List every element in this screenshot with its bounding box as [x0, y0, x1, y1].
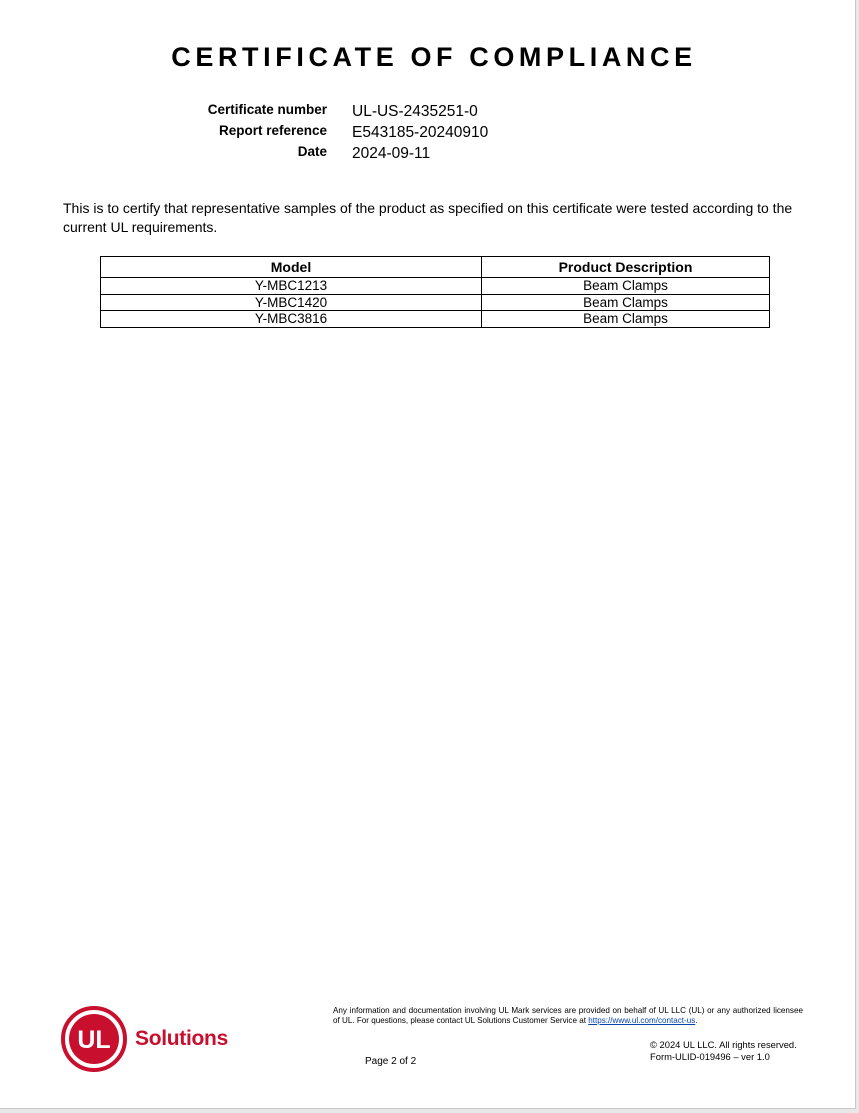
date-row	[0, 144, 855, 166]
report-reference-value: E543185-20240910	[352, 124, 489, 141]
table-row	[101, 294, 770, 311]
table-row	[101, 311, 770, 328]
page-number: Page 2 of 2	[365, 1056, 417, 1067]
report-reference-label: Report reference	[218, 123, 327, 138]
certificate-number-label: Certificate number	[207, 102, 327, 117]
model-cell: Y-MBC3816	[101, 311, 482, 328]
copyright-block	[650, 1039, 797, 1062]
description-cell: Beam Clamps	[482, 311, 770, 328]
certification-statement: This is to certify that representative samples of the product as specified on this certificate were tested according to the current UL requirements.	[63, 200, 793, 235]
model-cell: Y-MBC1213	[101, 278, 482, 295]
disclaimer-end: .	[695, 1015, 698, 1025]
footer-disclaimer	[333, 1006, 803, 1025]
contact-link[interactable]: https://www.ul.com/contact-us	[588, 1015, 696, 1025]
document-title: CERTIFICATE OF COMPLIANCE	[171, 42, 697, 72]
certificate-number-value: UL-US-2435251-0	[352, 103, 478, 120]
certificate-number-row	[0, 102, 855, 124]
copyright-notice: © 2024 UL LLC. All rights reserved.	[650, 1039, 797, 1050]
description-cell: Beam Clamps	[482, 278, 770, 295]
ul-logo-icon	[60, 1005, 130, 1073]
report-reference-row	[0, 123, 855, 145]
model-column-header: Model	[101, 257, 482, 278]
product-description-column-header: Product Description	[482, 257, 770, 278]
product-table	[100, 256, 770, 328]
date-label: Date	[297, 144, 327, 159]
ul-solutions-brand: Solutions	[135, 1027, 228, 1050]
form-id: Form-ULID-019496 – ver 1.0	[650, 1050, 770, 1062]
ul-mark-text: UL	[77, 1026, 111, 1054]
model-cell: Y-MBC1420	[101, 294, 482, 311]
table-row	[101, 278, 770, 295]
disclaimer-text: Any information and documentation involving UL Mark services are provided on behalf of UL LLC (UL) or any authorized licensee of UL. For questions, please contact UL Solutions Customer Service at	[333, 1006, 803, 1025]
table-header-row	[101, 257, 770, 278]
date-value: 2024-09-11	[352, 145, 431, 162]
description-cell: Beam Clamps	[482, 294, 770, 311]
